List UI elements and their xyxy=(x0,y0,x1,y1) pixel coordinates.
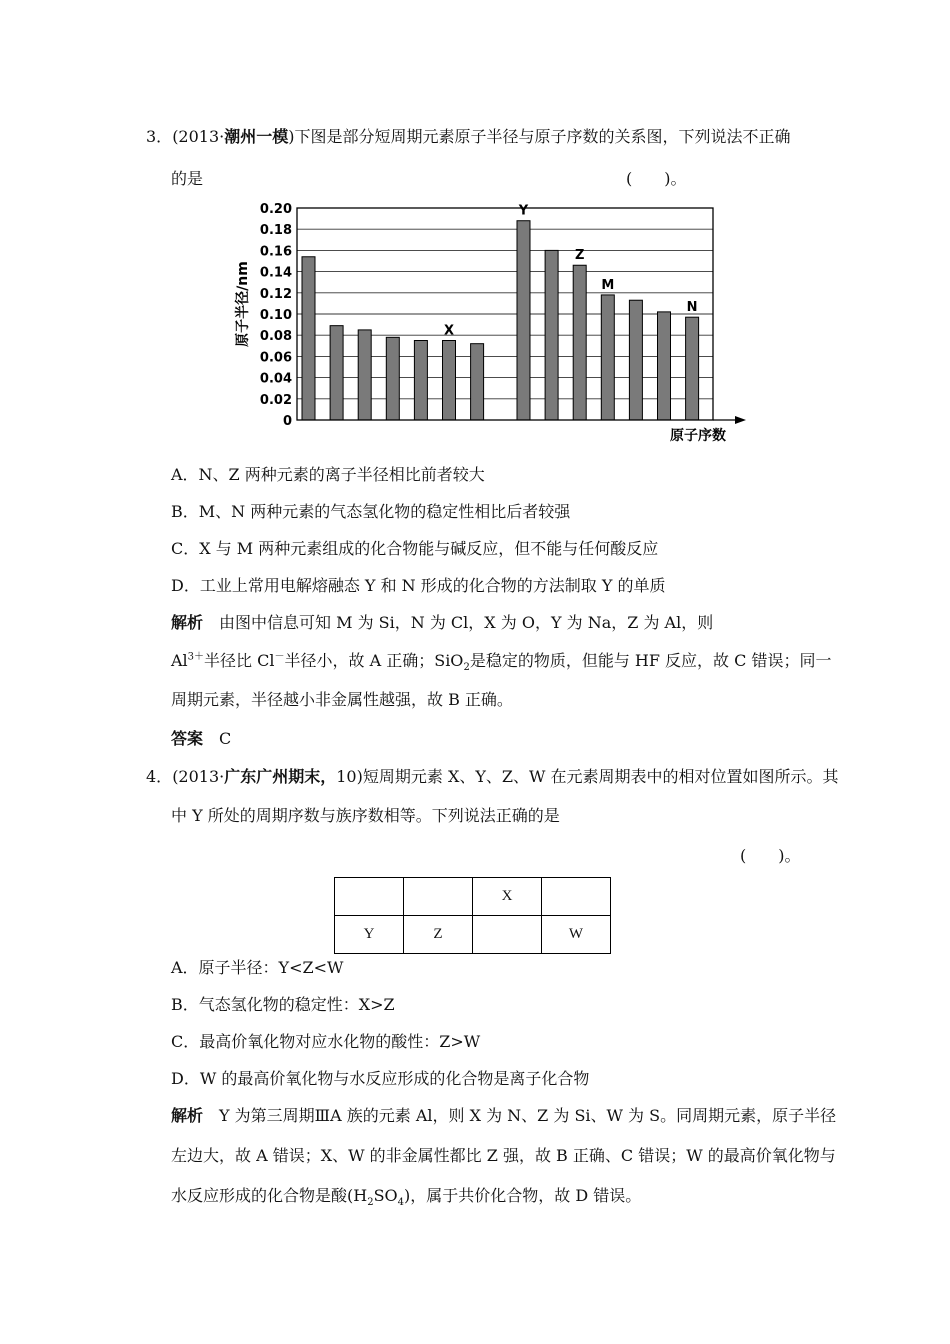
q3-analysis-line3: 周期元素，半径越小非金属性越强，故 B 正确。 xyxy=(171,690,513,709)
chart-bar xyxy=(629,300,642,420)
q4-option-d: D．W 的最高价氧化物与水反应形成的化合物是离子化合物 xyxy=(171,1069,590,1088)
q4-analysis-text3a: 水反应形成的化合物是酸(H xyxy=(171,1186,368,1205)
q4-option-c: C．最高价氧化物对应水化物的酸性：Z>W xyxy=(171,1032,481,1051)
q3-option-b: B．M、N 两种元素的气态氢化物的稳定性相比后者较强 xyxy=(171,502,571,521)
bar-label: X xyxy=(443,323,455,339)
q3-answer xyxy=(171,728,231,750)
chart-bar xyxy=(545,250,558,420)
chart-bar xyxy=(302,257,315,420)
q3-al-text: Al xyxy=(171,651,188,670)
chart-x-axis-arrow xyxy=(735,416,746,424)
q3-answer-value: C xyxy=(219,729,232,748)
chart-bar xyxy=(386,337,399,420)
q3-option-c: C．X 与 M 两种元素组成的化合物能与碱反应，但不能与任何酸反应 xyxy=(171,539,659,558)
q3-sio-text: 半径小，故 A 正确；SiO xyxy=(284,651,464,670)
q3-source-close: ) xyxy=(288,127,295,146)
chart-bar xyxy=(573,265,586,420)
table-cell: Y xyxy=(335,916,404,954)
q4-source-name: 广东广州期末， xyxy=(224,767,337,786)
chart-bar xyxy=(517,221,530,420)
y-tick-label: 0.18 xyxy=(259,223,292,239)
q3-sio-subscript: 2 xyxy=(463,662,470,674)
q3-answer-label: 答案 xyxy=(171,729,204,748)
q3-cl-text: 半径比 Cl xyxy=(204,651,275,670)
y-tick-label: 0.08 xyxy=(259,329,292,345)
q4-analysis-line2: 左边大，故 A 错误；X、W 的非金属性都比 Z 强，故 B 正确、C 错误；W 的最高价氧化物与 xyxy=(171,1146,836,1165)
chart-bar xyxy=(686,317,699,420)
q3-stem-line2: 的是 xyxy=(171,169,204,188)
chart-bar xyxy=(658,312,671,420)
q4-o-subscript: 4 xyxy=(397,1197,405,1209)
y-tick-label: 0.14 xyxy=(259,265,292,281)
q3-stem-line1 xyxy=(146,126,791,148)
chart-bar xyxy=(414,341,427,421)
chart-x-axis-label: 原子序数 xyxy=(670,428,726,444)
y-tick-label: 0.06 xyxy=(259,350,292,366)
q3-option-d: D．工业上常用电解熔融态 Y 和 N 形成的化合物的方法制取 Y 的单质 xyxy=(171,576,666,595)
q3-analysis-line2 xyxy=(171,650,831,672)
q4-analysis-label: 解析 xyxy=(171,1106,204,1125)
q4-number: 4． xyxy=(146,767,173,786)
table-cell xyxy=(404,878,473,916)
periodic-table-fragment xyxy=(334,877,611,954)
y-tick-label: 0.16 xyxy=(259,244,292,260)
y-tick-label: 0.12 xyxy=(259,286,292,302)
chart-bar xyxy=(443,341,456,421)
q3-analysis-text2-end: 是稳定的物质，但能与 HF 反应，故 C 错误；同一 xyxy=(469,651,832,670)
q3-al-charge: 3＋ xyxy=(187,651,205,663)
bar-label: N xyxy=(686,300,698,316)
q4-option-b: B．气态氢化物的稳定性：X>Z xyxy=(171,995,395,1014)
table-cell: X xyxy=(473,878,542,916)
q4-option-a: A．原子半径：Y<Z<W xyxy=(171,958,344,977)
y-tick-label: 0.10 xyxy=(259,308,292,323)
q3-source-open: (2013· xyxy=(172,127,225,146)
table-cell: W xyxy=(542,916,611,954)
q4-stem-line2: 中 Y 所处的周期序数与族序数相等。下列说法正确的是 xyxy=(171,806,560,825)
y-tick-label: 0 xyxy=(282,414,292,429)
bar-label: M xyxy=(601,277,615,293)
chart-bar xyxy=(330,326,343,420)
q4-stem-text1: 短周期元素 X、Y、Z、W 在元素周期表中的相对位置如图所示。其 xyxy=(362,767,839,786)
q4-analysis-text1: Y 为第三周期ⅢA 族的元素 Al，则 X 为 N、Z 为 Si、W 为 S。同周期元素，原子半径 xyxy=(219,1106,837,1125)
q3-stem-text1: 下图是部分短周期元素原子半径与原子序数的关系图，下列说法不正确 xyxy=(294,127,791,146)
q4-answer-bracket: ( )。 xyxy=(740,846,801,865)
q3-analysis-label: 解析 xyxy=(171,613,204,632)
y-tick-label: 0.04 xyxy=(259,371,292,387)
atomic-radius-chart xyxy=(232,200,752,450)
chart-bar xyxy=(358,330,371,420)
q3-number: 3． xyxy=(146,127,173,146)
q3-cl-charge: － xyxy=(274,651,285,663)
chart-y-axis-label: 原子半径/nm xyxy=(235,261,251,347)
y-tick-label: 0.20 xyxy=(259,202,292,217)
table-cell xyxy=(542,878,611,916)
q4-analysis-text3b: SO xyxy=(373,1186,398,1205)
chart-y-ticks xyxy=(260,202,292,429)
q3-option-a: A．N、Z 两种元素的离子半径相比前者较大 xyxy=(171,465,485,484)
q4-source-open: (2013· xyxy=(172,767,225,786)
q3-analysis-text1: 由图中信息可知 M 为 Si，N 为 Cl，X 为 O，Y 为 Na，Z 为 Al，则 xyxy=(219,613,714,632)
q4-analysis-text3c: )，属于共价化合物，故 D 错误。 xyxy=(404,1186,642,1205)
table-row xyxy=(335,916,611,954)
chart-bar xyxy=(471,344,484,420)
q3-analysis-line1 xyxy=(171,612,713,634)
q4-stem-line1 xyxy=(146,766,839,788)
chart-bar xyxy=(601,295,614,420)
bar-label: Z xyxy=(574,248,585,264)
table-row xyxy=(335,878,611,916)
q3-answer-bracket: ( )。 xyxy=(626,169,687,188)
table-cell xyxy=(335,878,404,916)
y-tick-label: 0.02 xyxy=(259,392,292,408)
q4-analysis-line1 xyxy=(171,1105,836,1127)
q3-source-name: 潮州一模 xyxy=(224,127,289,146)
bar-label: Y xyxy=(518,203,529,219)
q4-source-num: 10) xyxy=(336,767,363,786)
table-cell: Z xyxy=(404,916,473,954)
q4-h-subscript: 2 xyxy=(367,1197,374,1209)
table-cell xyxy=(473,916,542,954)
q4-analysis-line3 xyxy=(171,1185,641,1207)
